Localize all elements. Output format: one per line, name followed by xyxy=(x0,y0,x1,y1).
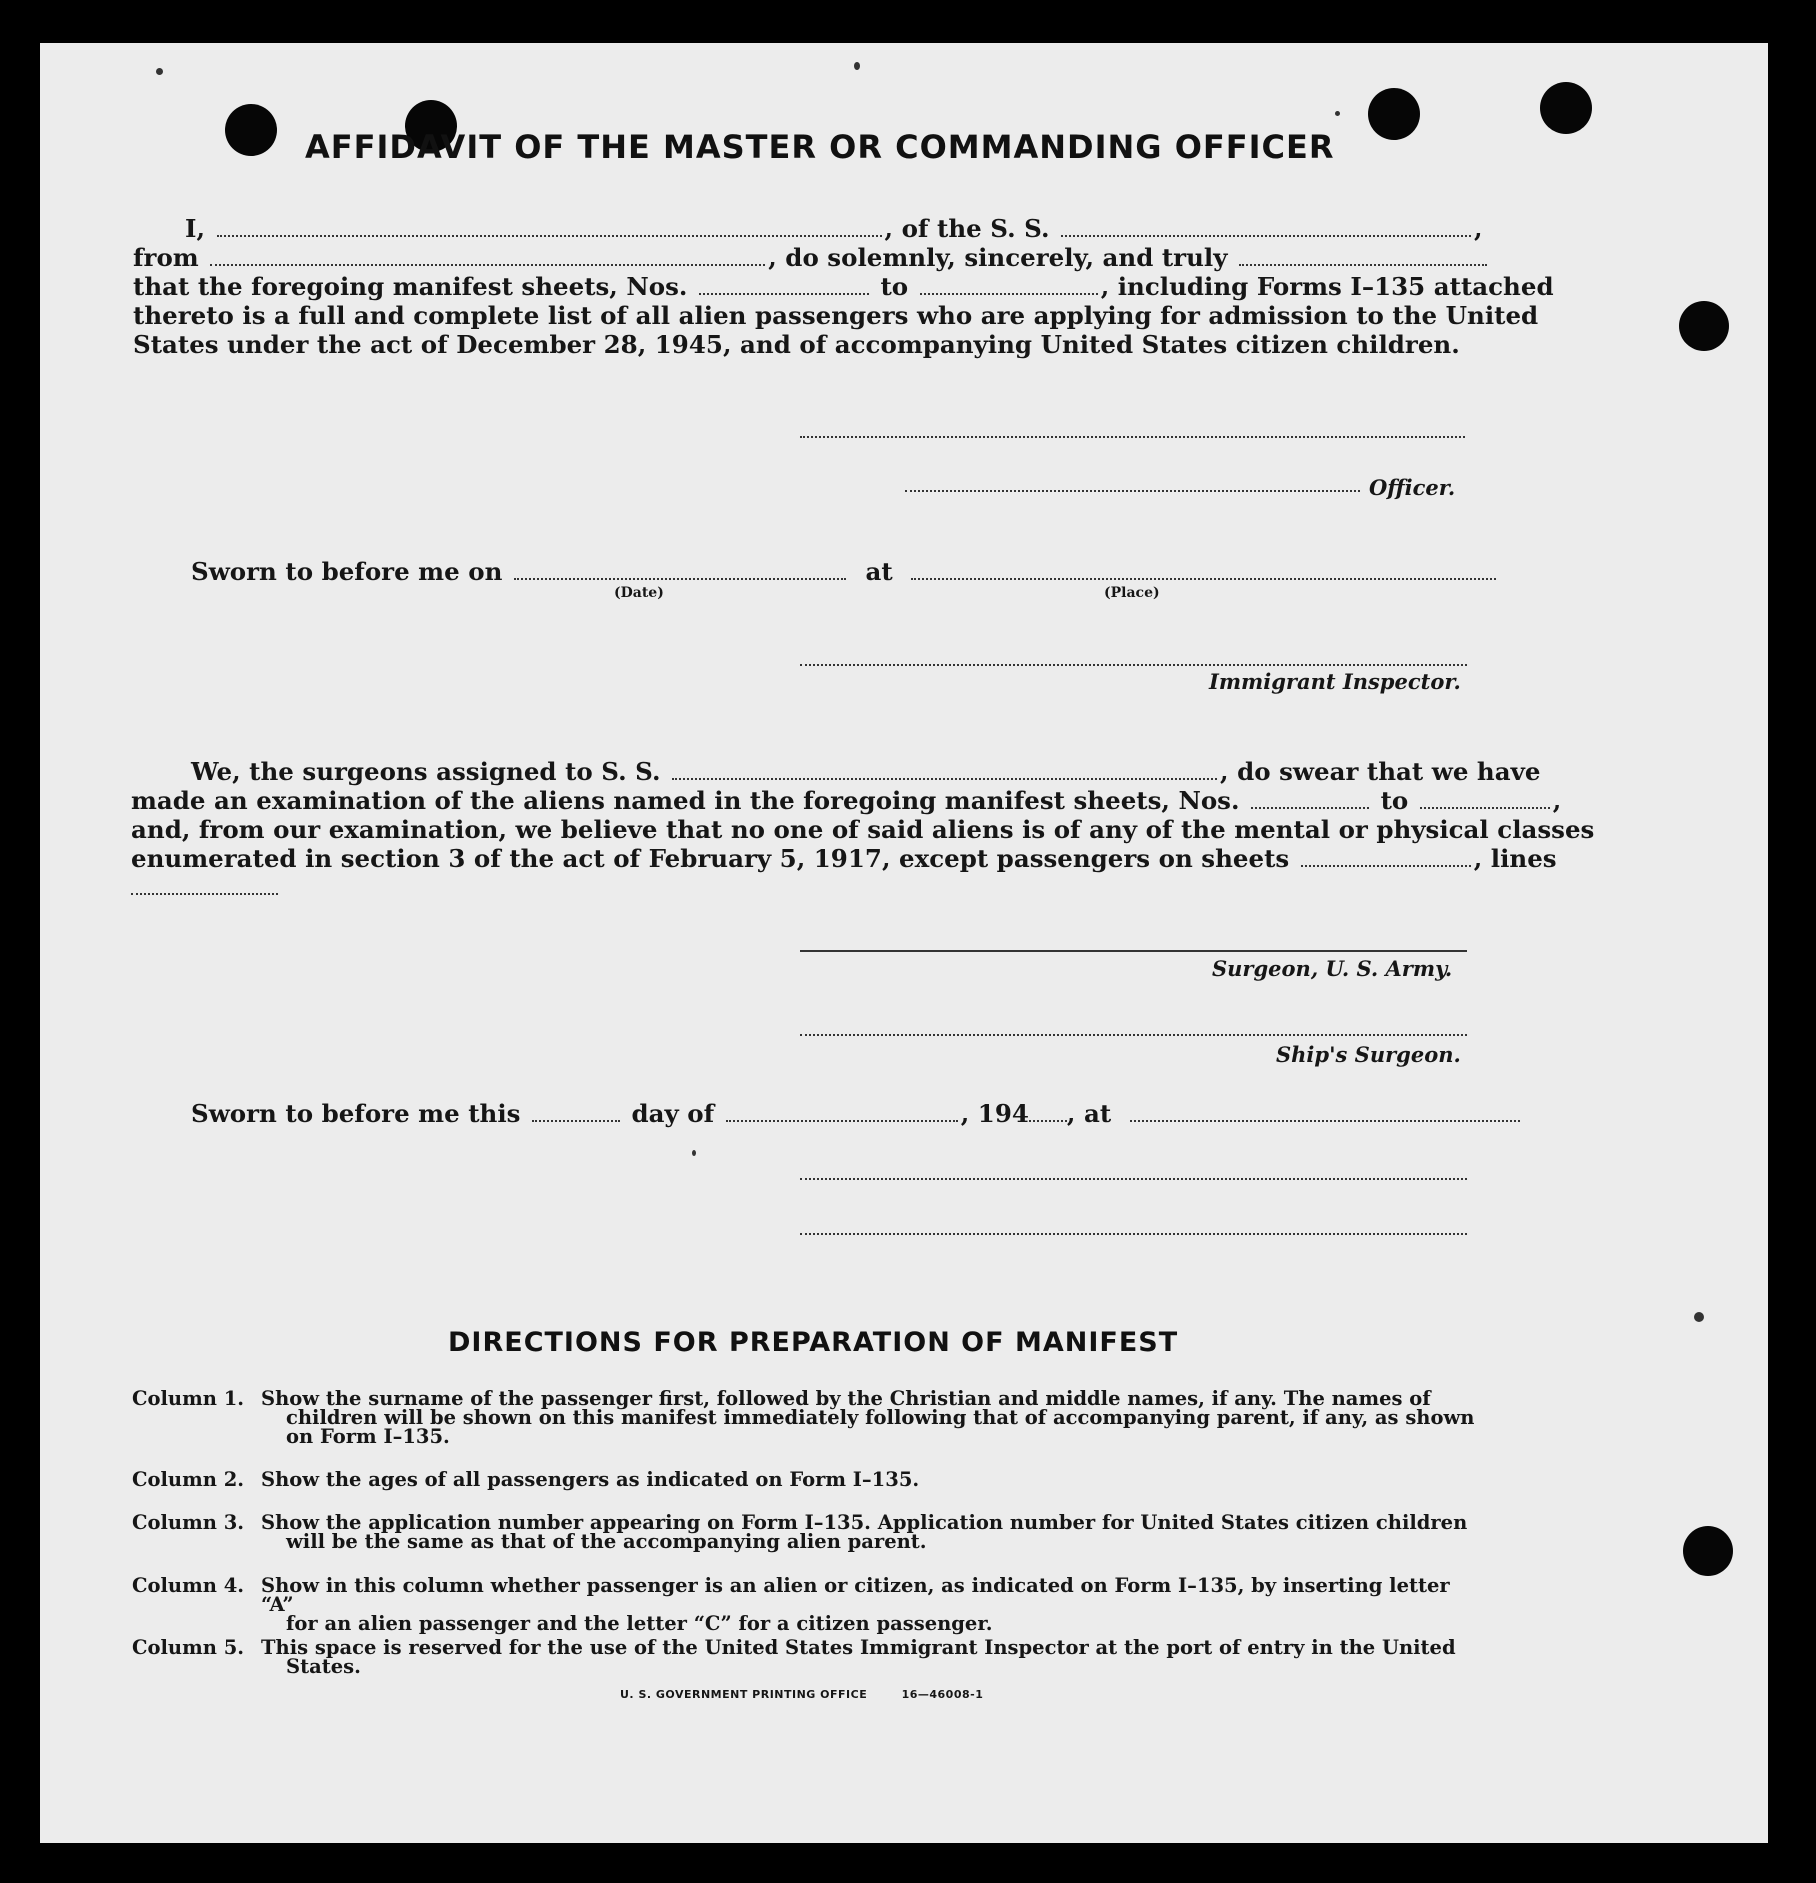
printer-imprint xyxy=(620,1688,983,1701)
except-sheets-blank xyxy=(1301,861,1471,867)
direction-text-cont: for an alien passenger and the letter “C” for a citizen passenger. xyxy=(286,1612,993,1635)
affidavit-line-1 xyxy=(185,214,1483,243)
affidavit-text: , xyxy=(1474,214,1483,243)
direction-column: Column 2. xyxy=(132,1468,245,1491)
affidavit-line-2 xyxy=(133,243,1490,272)
direction-column: Column 4. xyxy=(132,1574,245,1597)
punch-hole xyxy=(1540,82,1592,134)
surgeons-text: , xyxy=(1552,786,1562,815)
affidavit-title: AFFIDAVIT OF THE MASTER OR COMMANDING OFFICER xyxy=(305,128,1335,166)
affidavit-text: , of the S. S. xyxy=(884,214,1050,243)
date-blank xyxy=(514,574,846,580)
sworn-text: Sworn to before me on xyxy=(191,557,503,586)
speck xyxy=(156,68,163,75)
punch-hole xyxy=(225,104,277,156)
sworn-this-line xyxy=(191,1099,1523,1128)
direction-text: Show the ages of all passengers as indicated on Form I–135. xyxy=(261,1468,920,1491)
punch-hole xyxy=(1683,1526,1733,1576)
speck xyxy=(1335,111,1340,116)
sworn-title-line xyxy=(800,1233,1467,1235)
direction-text-cont: will be the same as that of the accompanying alien parent. xyxy=(286,1530,927,1553)
direction-column: Column 5. xyxy=(132,1636,245,1659)
ship-name-blank xyxy=(1061,231,1471,237)
surgeons-sheet-from-blank xyxy=(1251,803,1369,809)
inspector-signature-line xyxy=(800,664,1467,666)
direction-text: Show in this column whether passenger is an alien or citizen, as indicated on Form I–135, by inserting letter “A” xyxy=(261,1574,1450,1616)
direction-text: Show the surname of the passenger first, followed by the Christian and middle names, if any. The names of xyxy=(261,1387,1431,1410)
sworn-text: day of xyxy=(631,1099,715,1128)
ships-surgeon-caption: Ship's Surgeon. xyxy=(1276,1042,1461,1067)
month-blank xyxy=(726,1116,958,1122)
surgeons-line-3: and, from our examination, we believe that no one of said aliens is of any of the mental or physical classes xyxy=(131,815,1595,844)
sworn-text: , at xyxy=(1066,1099,1112,1128)
sworn-text: Sworn to before me this xyxy=(191,1099,521,1128)
form-number: 16—46008-1 xyxy=(901,1688,984,1701)
direction-text: This space is reserved for the use of the United States Immigrant Inspector at the port of entry in the United xyxy=(261,1636,1456,1659)
surgeons-text: , do swear that we have xyxy=(1220,757,1541,786)
affidavit-text: to xyxy=(880,272,909,301)
surgeons-text: enumerated in section 3 of the act of February 5, 1917, except passengers on sheets xyxy=(131,844,1290,873)
surgeons-text: , lines xyxy=(1473,844,1557,873)
affidavit-text: from xyxy=(133,243,199,272)
place-caption: (Place) xyxy=(1104,585,1160,601)
date-caption: (Date) xyxy=(614,585,664,601)
printer-name: U. S. GOVERNMENT PRINTING OFFICE xyxy=(620,1688,868,1701)
day-blank xyxy=(532,1116,620,1122)
affidavit-line-5: States under the act of December 28, 1945, and of accompanying United States citizen children. xyxy=(133,330,1460,359)
lines-blank xyxy=(131,893,278,895)
surgeons-ship-blank xyxy=(672,774,1217,780)
oath-blank xyxy=(1239,260,1487,266)
sworn-signature-line xyxy=(800,1178,1467,1180)
punch-hole xyxy=(1368,88,1420,140)
army-surgeon-signature-line xyxy=(800,950,1467,952)
speck xyxy=(854,62,860,70)
sheet-to-blank xyxy=(920,289,1098,295)
surgeons-text: made an examination of the aliens named in the foregoing manifest sheets, Nos. xyxy=(131,786,1240,815)
affidavit-line-3 xyxy=(133,272,1554,301)
surgeons-line-2 xyxy=(131,786,1562,815)
punch-hole xyxy=(1679,301,1729,351)
direction-column: Column 1. xyxy=(132,1387,245,1410)
sworn-place-blank xyxy=(1130,1116,1520,1122)
surgeons-line-1 xyxy=(191,757,1541,786)
direction-text-cont: children will be shown on this manifest immediately following that of accompanying parent, if any, as shown on Form I–135. xyxy=(286,1406,1475,1448)
direction-text: Show the application number appearing on Form I–135. Application number for United States citizen children xyxy=(261,1511,1468,1534)
inspector-caption: Immigrant Inspector. xyxy=(1209,669,1461,694)
master-signature-line xyxy=(800,436,1465,438)
affidavit-text: I, xyxy=(185,214,205,243)
direction-text-cont: States. xyxy=(286,1655,361,1678)
officer-caption: Officer. xyxy=(1369,475,1456,500)
sworn-on-line xyxy=(191,557,1499,586)
name-blank xyxy=(217,231,882,237)
surgeons-text: to xyxy=(1380,786,1409,815)
speck xyxy=(692,1150,696,1156)
directions-title: DIRECTIONS FOR PREPARATION OF MANIFEST xyxy=(448,1327,1179,1358)
affidavit-line-4: thereto is a full and complete list of all alien passengers who are applying for admission to the United xyxy=(133,301,1539,330)
affidavit-text: that the foregoing manifest sheets, Nos. xyxy=(133,272,688,301)
army-surgeon-caption: Surgeon, U. S. Army. xyxy=(1212,956,1453,981)
affidavit-text: , including Forms I–135 attached xyxy=(1100,272,1554,301)
speck xyxy=(1694,1312,1704,1322)
place-blank xyxy=(911,574,1496,580)
officer-signature-line xyxy=(905,490,1360,492)
surgeons-text: We, the surgeons assigned to S. S. xyxy=(191,757,661,786)
ships-surgeon-signature-line xyxy=(800,1034,1467,1036)
surgeons-sheet-to-blank xyxy=(1420,803,1550,809)
sheet-from-blank xyxy=(699,289,869,295)
sworn-text: , 194 xyxy=(960,1099,1029,1128)
port-blank xyxy=(210,260,765,266)
surgeons-line-4 xyxy=(131,844,1557,873)
year-blank xyxy=(1029,1116,1067,1122)
sworn-text: at xyxy=(865,557,893,586)
affidavit-text: , do solemnly, sincerely, and truly xyxy=(768,243,1228,272)
direction-column: Column 3. xyxy=(132,1511,245,1534)
